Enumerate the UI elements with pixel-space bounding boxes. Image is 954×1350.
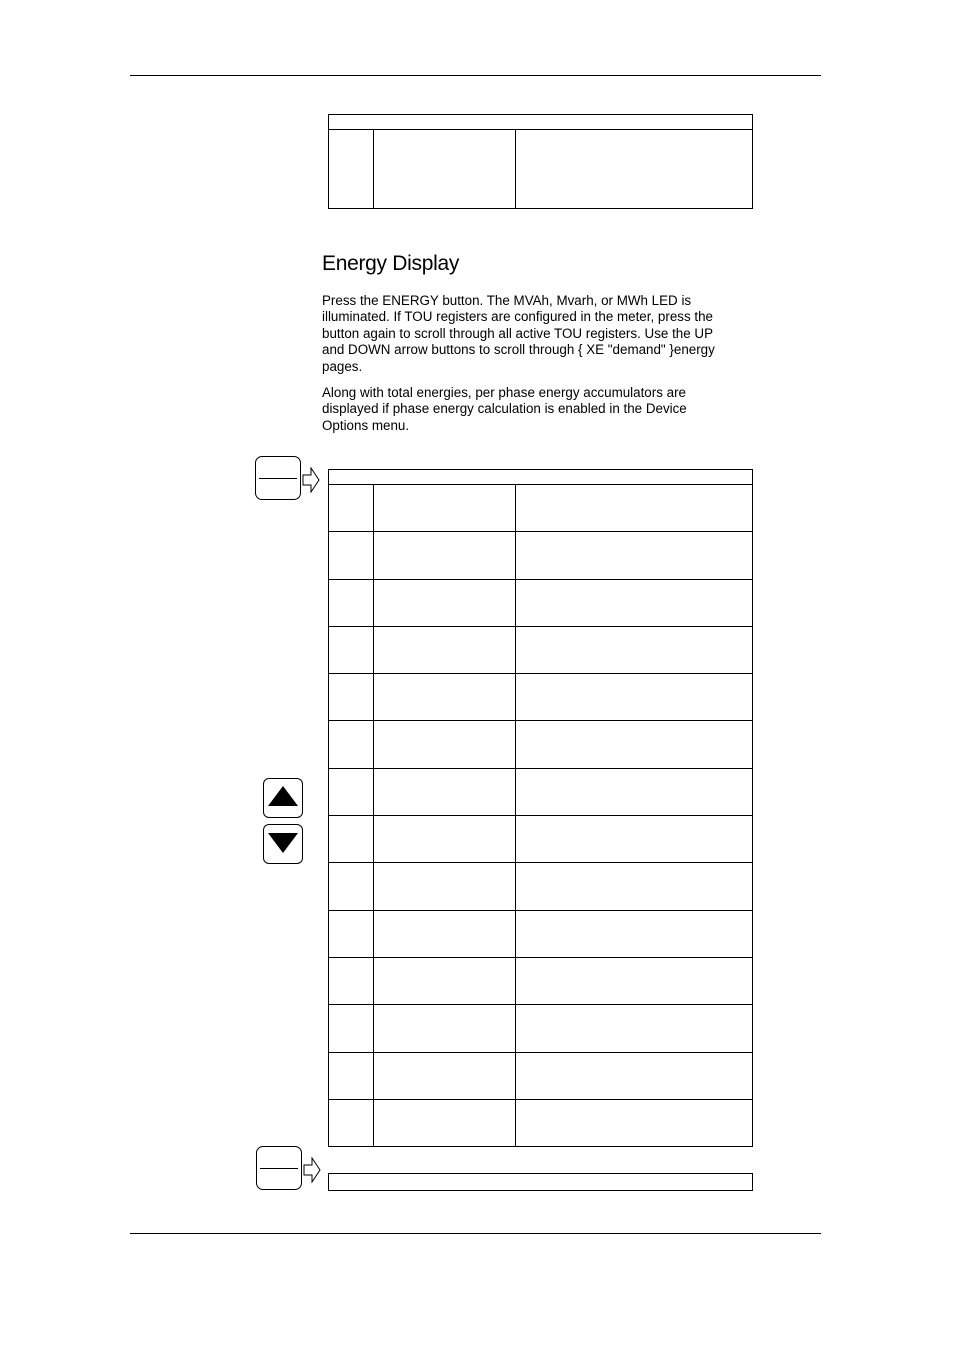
footer-rule — [130, 1233, 821, 1234]
table-row — [329, 580, 752, 627]
table-row — [329, 485, 752, 532]
paragraph-phase: Along with total energies, per phase energy accumulators are displayed if phase energy calculation is enabled in the Device Options menu. — [322, 385, 687, 433]
table-next — [328, 1173, 753, 1191]
table-row — [329, 1053, 752, 1100]
energy-key-icon — [255, 456, 301, 500]
pointer-arrow-icon — [303, 1157, 321, 1183]
pointer-arrow-icon — [302, 467, 320, 493]
down-arrow-icon — [263, 824, 303, 864]
energy-key-icon — [256, 1146, 302, 1190]
table-row — [329, 532, 752, 579]
table-row — [329, 769, 752, 816]
section-title: Energy Display — [322, 252, 460, 275]
table-row — [329, 911, 752, 958]
table-header — [329, 115, 752, 130]
table-row — [329, 674, 752, 721]
paragraph-intro: Press the ENERGY button. The MVAh, Mvarh, or MWh LED is illuminated. If TOU registers are configured in the meter, press the button again to scroll through all active TOU registers. Use the UP and DOWN arrow buttons to scroll through { XE "demand" }energy pages. — [322, 293, 715, 374]
table-row — [329, 863, 752, 910]
header-rule — [130, 75, 821, 76]
table-row — [329, 1005, 752, 1052]
up-arrow-icon — [263, 778, 303, 818]
table-row — [329, 816, 752, 863]
table-row — [329, 958, 752, 1005]
table-top — [328, 114, 753, 209]
table-row — [329, 721, 752, 768]
energy-display-table — [328, 469, 753, 1147]
table-row — [329, 627, 752, 674]
table-row — [329, 1100, 752, 1147]
table-row — [329, 130, 752, 208]
table-header — [329, 470, 752, 485]
